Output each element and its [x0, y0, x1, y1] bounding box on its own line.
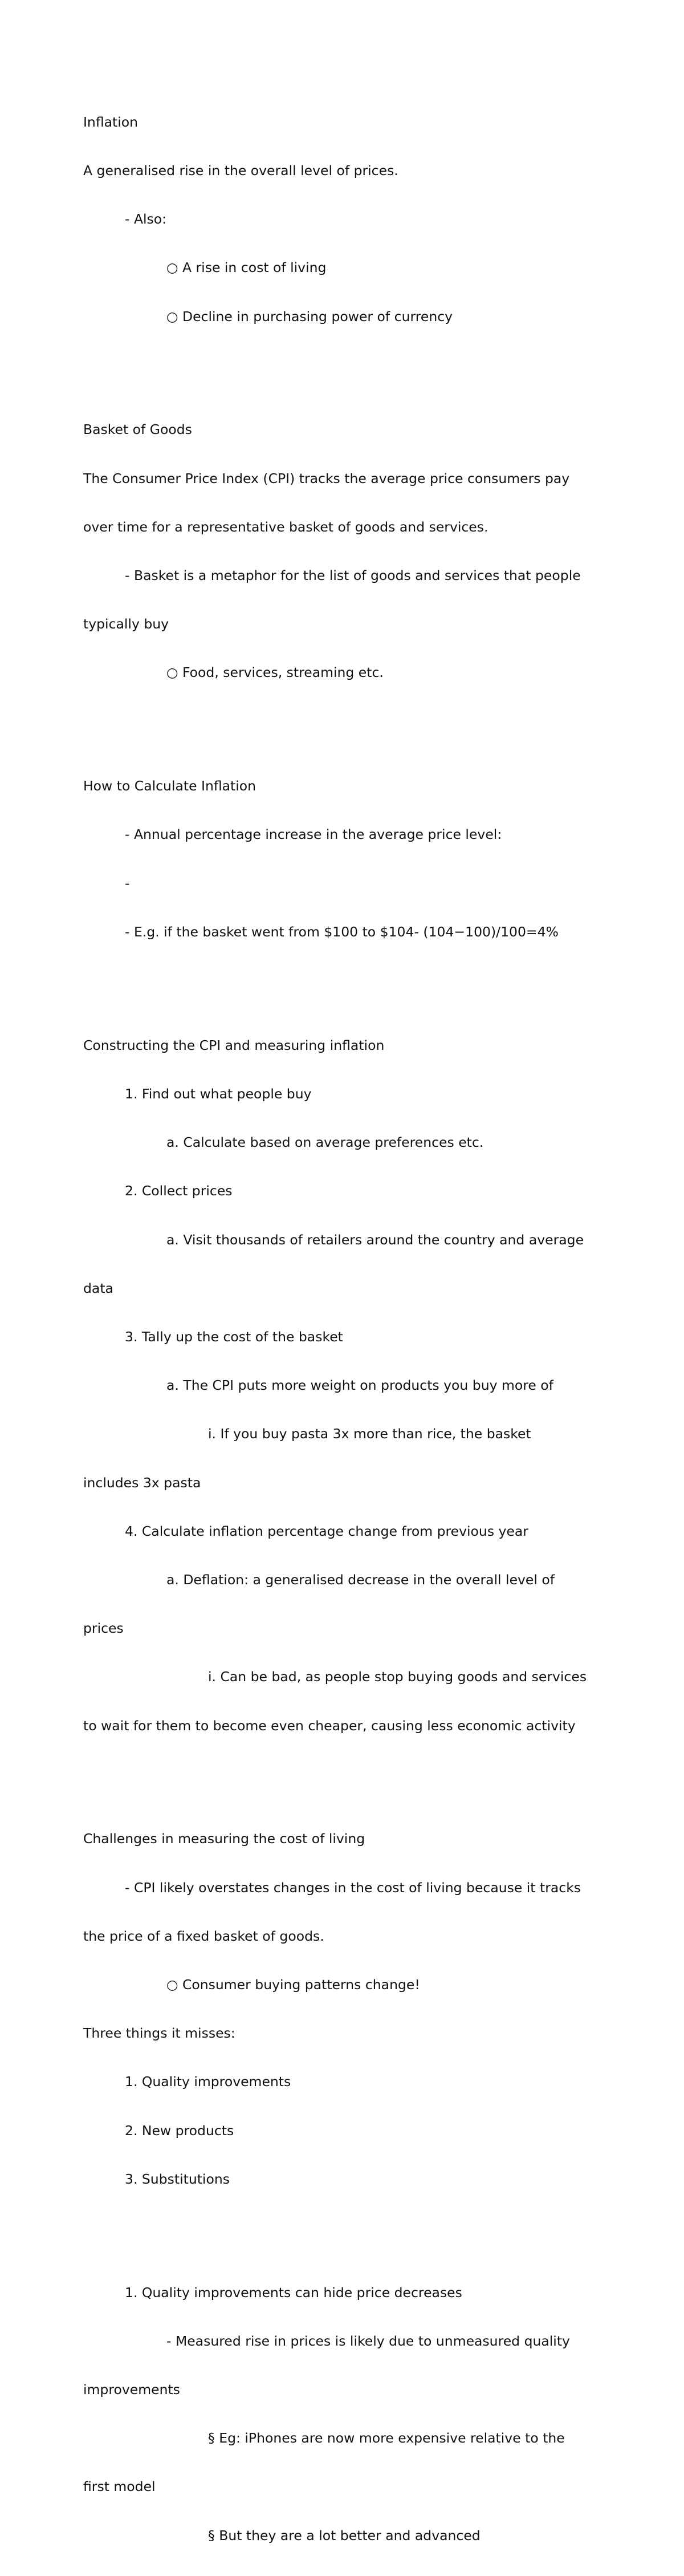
blank-line	[83, 2220, 613, 2236]
blank-line	[83, 972, 613, 988]
numbered-item: 2. Collect prices	[125, 1183, 233, 1199]
numbered-item: 4. Calculate inflation percentage change from previous year	[125, 1523, 528, 1539]
text-line: includes 3x pasta	[83, 1474, 201, 1491]
blank-line	[83, 357, 613, 373]
heading-basket-of-goods: Basket of Goods	[83, 421, 192, 438]
text-line: The Consumer Price Index (CPI) tracks the average price consumers pay	[83, 470, 570, 486]
text-line: the price of a fixed basket of goods.	[83, 1928, 324, 1944]
bullet-line: - Measured rise in prices is likely due to unmeasured quality	[166, 2332, 570, 2349]
numbered-item: 3. Tally up the cost of the basket	[125, 1328, 343, 1345]
numbered-item: 1. Find out what people buy	[125, 1085, 312, 1102]
sub-bullet-line: ○ Food, services, streaming etc.	[166, 664, 384, 681]
heading-challenges: Challenges in measuring the cost of living	[83, 1831, 365, 1847]
section-bullet-line: § Eg: iPhones are now more expensive relative to the	[208, 2430, 565, 2447]
numbered-item: 1. Quality improvements can hide price decreases	[125, 2284, 462, 2301]
lettered-item: a. Deflation: a generalised decrease in the overall level of	[166, 1571, 555, 1588]
text-line: typically buy	[83, 616, 169, 632]
blank-line	[83, 713, 613, 729]
bullet-line: - CPI likely overstates changes in the cost of living because it tracks	[125, 1879, 581, 1896]
sub-bullet-line: ○ Decline in purchasing power of currency	[166, 308, 453, 324]
blank-line	[83, 1766, 613, 1782]
text-line: A generalised rise in the overall level of prices.	[83, 163, 398, 179]
heading-inflation: Inflation	[83, 113, 139, 130]
bullet-line: - Also:	[125, 211, 167, 228]
text-line: to wait for them to become even cheaper, causing less economic activity	[83, 1717, 576, 1734]
text-line: improvements	[83, 2381, 180, 2397]
sub-bullet-line: ○ Consumer buying patterns change!	[166, 1976, 420, 1993]
roman-item: i. If you buy pasta 3x more than rice, the basket	[208, 1426, 531, 1442]
heading-constructing-cpi: Constructing the CPI and measuring inflation	[83, 1037, 385, 1053]
bullet-line: -	[125, 875, 130, 891]
text-line: Three things it misses:	[83, 2025, 235, 2042]
document-body	[83, 82, 613, 2576]
lettered-item: a. Calculate based on average preferences etc.	[166, 1134, 484, 1151]
text-line: first model	[83, 2478, 156, 2495]
numbered-item: 3. Substitutions	[125, 2171, 230, 2187]
lettered-item: a. Visit thousands of retailers around the country and average	[166, 1231, 584, 1248]
numbered-item: 1. Quality improvements	[125, 2074, 291, 2090]
heading-calculate-inflation: How to Calculate Inflation	[83, 778, 256, 794]
text-line: data	[83, 1280, 113, 1296]
bullet-line: - E.g. if the basket went from $100 to $104- (104−100)/100=4%	[125, 923, 559, 940]
numbered-item: 2. New products	[125, 2122, 234, 2139]
roman-item: i. Can be bad, as people stop buying goods and services	[208, 1669, 587, 1685]
lettered-item: a. The CPI puts more weight on products you buy more of	[166, 1377, 553, 1394]
text-line: over time for a representative basket of goods and services.	[83, 518, 488, 535]
sub-bullet-line: ○ A rise in cost of living	[166, 259, 327, 276]
text-line: prices	[83, 1620, 124, 1637]
bullet-line: - Annual percentage increase in the average price level:	[125, 826, 502, 843]
bullet-line: - Basket is a metaphor for the list of goods and services that people	[125, 567, 581, 584]
section-bullet-line: § But they are a lot better and advanced	[208, 2527, 481, 2543]
